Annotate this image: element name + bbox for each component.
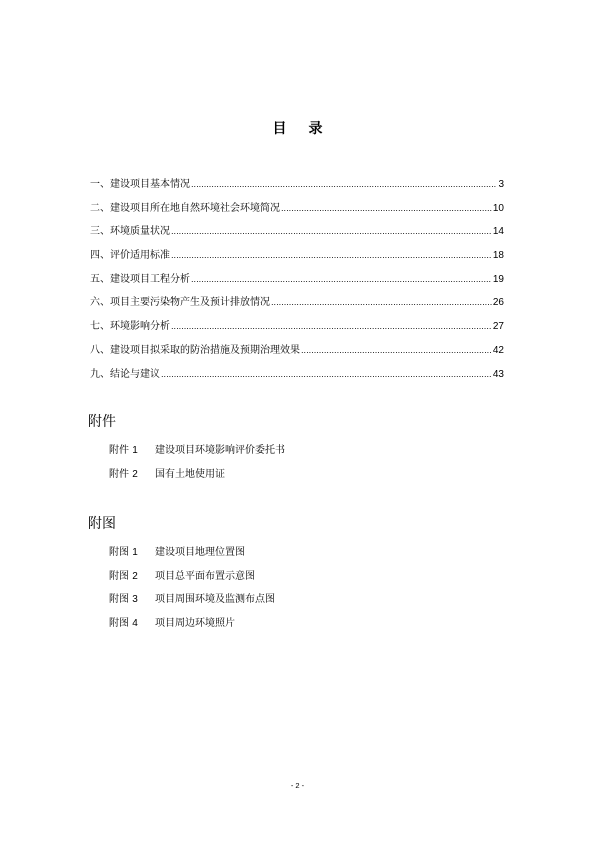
page-number-footer: - 2 - (290, 781, 305, 790)
toc-entry-label: 七、环境影响分析 (90, 321, 170, 333)
figure-prefix: 附图 (109, 570, 129, 582)
toc-leader-dots (191, 275, 492, 284)
figure-prefix: 附图 (109, 594, 129, 605)
figure-number (109, 567, 155, 582)
toc-entry-page: 14 (492, 226, 504, 238)
attachments-list (109, 441, 285, 488)
figure-num: 2 (132, 570, 138, 582)
toc-entry-page: 3 (498, 179, 504, 190)
toc-entry[interactable] (90, 199, 504, 223)
toc-leader-dots (191, 180, 497, 189)
toc-entry[interactable] (90, 317, 504, 341)
attachment-title: 国有土地使用证 (155, 468, 225, 480)
attachment-number (109, 441, 155, 456)
figure-prefix: 附图 (109, 547, 129, 558)
toc-entry-page: 42 (492, 344, 504, 356)
toc-leader-dots (171, 227, 492, 236)
toc-leader-dots (171, 322, 492, 331)
attachment-num: 1 (132, 445, 138, 456)
figure-title: 项目总平面布置示意图 (155, 570, 255, 582)
figure-item[interactable] (109, 590, 275, 614)
toc-leader-dots (271, 298, 492, 307)
figure-title: 项目周围环境及监测布点图 (155, 594, 275, 605)
toc-entry-label: 三、环境质量状况 (90, 226, 170, 238)
attachment-item[interactable] (109, 465, 285, 489)
toc-entry[interactable] (90, 365, 504, 389)
title-char-1: 目 (272, 121, 287, 137)
page-title (0, 118, 595, 138)
toc-entry-page: 26 (492, 297, 504, 309)
toc-leader-dots (161, 370, 492, 379)
attachment-item[interactable] (109, 441, 285, 465)
toc-entry[interactable] (90, 175, 504, 199)
toc-entry-page: 18 (492, 250, 504, 262)
attachment-prefix: 附件 (109, 445, 129, 456)
toc-entry[interactable] (90, 270, 504, 294)
toc-entry[interactable] (90, 246, 504, 270)
toc-entry-page: 10 (492, 202, 504, 214)
attachment-number (109, 465, 155, 480)
toc-entry-label: 五、建设项目工程分析 (90, 273, 190, 285)
title-char-2: 录 (308, 121, 323, 137)
figure-item[interactable] (109, 567, 275, 591)
attachment-num: 2 (132, 468, 138, 480)
toc-entry-label: 九、结论与建议 (90, 368, 160, 380)
figure-number (109, 543, 155, 558)
toc-entry-page: 27 (492, 321, 504, 333)
figure-prefix: 附图 (109, 617, 129, 629)
toc-entry-label: 八、建设项目拟采取的防治措施及预期治理效果 (90, 344, 300, 356)
figure-num: 4 (132, 617, 138, 629)
figure-num: 1 (132, 547, 138, 558)
figure-number (109, 590, 155, 605)
table-of-contents (90, 175, 504, 388)
figure-title: 建设项目地理位置图 (155, 547, 245, 558)
attachment-title: 建设项目环境影响评价委托书 (155, 445, 285, 456)
attachment-prefix: 附件 (109, 468, 129, 480)
toc-entry[interactable] (90, 222, 504, 246)
toc-entry-label: 六、项目主要污染物产生及预计排放情况 (90, 297, 270, 309)
figure-item[interactable] (109, 614, 275, 638)
attachments-heading: 附件 (88, 414, 116, 430)
figure-item[interactable] (109, 543, 275, 567)
toc-entry-page: 43 (492, 368, 504, 380)
figure-number (109, 614, 155, 629)
toc-entry-page: 19 (492, 273, 504, 285)
toc-entry[interactable] (90, 293, 504, 317)
toc-entry-label: 一、建设项目基本情况 (90, 179, 190, 190)
toc-leader-dots (171, 251, 492, 260)
figures-list (109, 543, 275, 637)
toc-leader-dots (281, 204, 492, 213)
toc-entry-label: 四、评价适用标准 (90, 250, 170, 262)
toc-leader-dots (301, 346, 492, 355)
figure-num: 3 (132, 594, 138, 605)
toc-entry[interactable] (90, 341, 504, 365)
figures-heading: 附图 (88, 516, 116, 532)
figure-title: 项目周边环境照片 (155, 617, 235, 629)
toc-entry-label: 二、建设项目所在地自然环境社会环境简况 (90, 202, 280, 214)
